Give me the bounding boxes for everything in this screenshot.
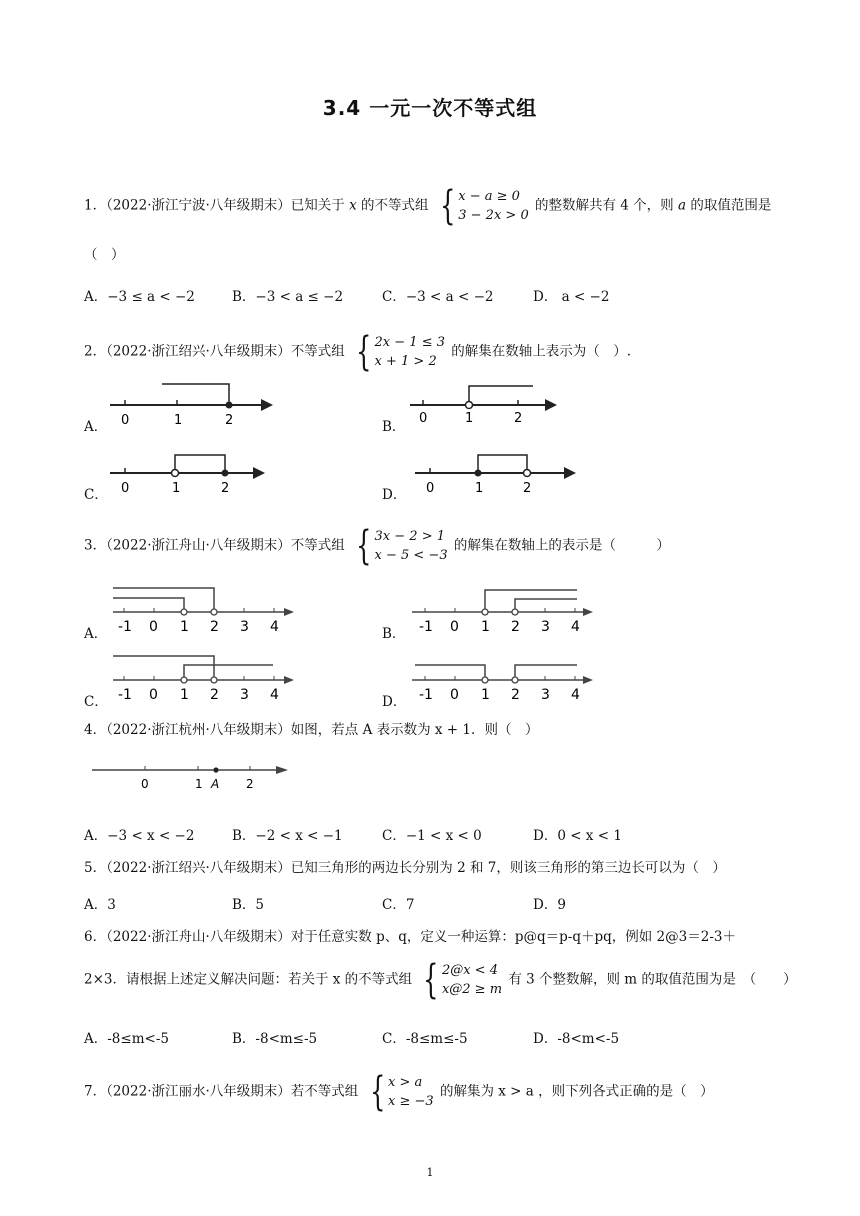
tick-label: 0 [149, 619, 158, 635]
question-5: 5．（2022·浙江绍兴·八年级期末）已知三角形的两边长分别为 2 和 7，则该三角形的第三边长可以为（ ） [84, 860, 726, 876]
q7-prefix: 7．（2022·浙江丽水·八年级期末）若不等式组 [84, 1083, 359, 1100]
tick-label: 4 [270, 619, 279, 635]
q2-numberline-d [410, 450, 580, 500]
page-number: 1 [426, 1166, 434, 1179]
q3-numberline-d [407, 650, 597, 705]
point-label-a: A [211, 777, 220, 791]
tick-label: 2 [210, 687, 219, 703]
q5-option-c[interactable]: C．7 [382, 897, 415, 913]
tick-label: 2 [523, 481, 532, 496]
q2-sys-line-2: x + 1 > 2 [374, 354, 437, 369]
q5-option-a[interactable]: A．3 [84, 897, 116, 913]
q2-system [351, 329, 445, 375]
q7-system [365, 1069, 434, 1115]
q1-var: x [349, 197, 357, 214]
q1-option-b[interactable]: B．−3 < a ≤ −2 [232, 289, 344, 305]
tick-label: 4 [571, 687, 580, 703]
q2-option-a[interactable]: A． [84, 419, 108, 435]
tick-label: 2 [210, 619, 219, 635]
tick-label: 1 [465, 411, 474, 426]
tick-label: 2 [511, 687, 520, 703]
q6-line2b: 有 3 个整数解，则 m 的取值范围为是 （ ） [508, 971, 797, 988]
q3-suffix: 的解集在数轴上的表示是（ ） [453, 537, 670, 554]
brace-icon: { [369, 1069, 385, 1115]
q1-suffix2: 的取值范围是 [690, 197, 772, 214]
q3-numberline-b [407, 582, 597, 637]
q6-option-d[interactable]: D．-8<m<-5 [533, 1031, 620, 1047]
q2-sys-line-1: 2x − 1 ≤ 3 [374, 335, 445, 350]
tick-label: 4 [571, 619, 580, 635]
q4-numberline [88, 757, 293, 797]
tick-label: 0 [141, 777, 149, 791]
page-title: 3.4 一元一次不等式组 [322, 96, 538, 120]
q1-mid: 的不等式组 [361, 197, 429, 214]
tick-label: 1 [481, 619, 490, 635]
tick-label: 3 [541, 687, 550, 703]
tick-label: 4 [270, 687, 279, 703]
q2-prefix: 2．（2022·浙江绍兴·八年级期末）不等式组 [84, 343, 345, 360]
brace-icon: { [356, 523, 372, 569]
question-6-line-2 [84, 957, 797, 1003]
tick-label: 1 [475, 481, 484, 496]
q1-option-a[interactable]: A．−3 ≤ a < −2 [84, 289, 195, 305]
q2-numberline-c [105, 450, 270, 500]
q3-option-d[interactable]: D． [382, 694, 407, 710]
q6-option-a[interactable]: A．-8≤m<-5 [84, 1031, 169, 1047]
tick-label: 2 [221, 481, 230, 496]
tick-label: 1 [174, 413, 183, 428]
q3-prefix: 3．（2022·浙江舟山·八年级期末）不等式组 [84, 537, 345, 554]
q1-option-d[interactable]: D． a < −2 [533, 289, 610, 305]
brace-icon: { [356, 329, 372, 375]
q2-option-b[interactable]: B． [382, 419, 406, 435]
q4-option-c[interactable]: C．−1 < x < 0 [382, 828, 482, 844]
tick-label: 3 [240, 687, 249, 703]
q3-numberline-c [108, 650, 298, 705]
tick-label: 0 [450, 619, 459, 635]
tick-label: 1 [180, 619, 189, 635]
q2-option-d[interactable]: D． [382, 487, 407, 503]
tick-label: 1 [195, 777, 203, 791]
question-7 [84, 1069, 714, 1115]
q2-option-c[interactable]: C． [84, 487, 108, 503]
q3-option-b[interactable]: B． [382, 626, 406, 642]
q3-sys-line-2: x − 5 < −3 [374, 548, 448, 563]
q3-sys-line-1: 3x − 2 > 1 [374, 529, 445, 544]
q6-option-b[interactable]: B．-8<m≤-5 [232, 1031, 318, 1047]
q1-var2: a [677, 197, 687, 214]
q3-system [351, 523, 448, 569]
tick-label: 2 [511, 619, 520, 635]
q3-option-a[interactable]: A． [84, 626, 108, 642]
q7-sys-line-1: x > a [388, 1075, 423, 1090]
q6-sys-line-1: 2@x < 4 [441, 963, 498, 978]
q1-prefix: 1．（2022·浙江宁波·八年级期末）已知关于 [84, 197, 345, 214]
tick-label: -1 [118, 687, 132, 703]
q6-line2a: 2×3．请根据上述定义解决问题：若关于 x 的不等式组 [84, 971, 413, 988]
q1-option-c[interactable]: C．−3 < a < −2 [382, 289, 494, 305]
tick-label: 0 [419, 411, 428, 426]
q6-sys-line-2: x@2 ≥ m [441, 982, 503, 997]
q1-suffix: 的整数解共有 4 个，则 [535, 197, 674, 214]
q5-option-b[interactable]: B．5 [232, 897, 265, 913]
q5-option-d[interactable]: D．9 [533, 897, 566, 913]
q4-option-b[interactable]: B．−2 < x < −1 [232, 828, 343, 844]
q1-sys-line-2: 3 − 2x > 0 [458, 208, 529, 223]
brace-icon: { [423, 957, 439, 1003]
tick-label: -1 [419, 687, 433, 703]
question-2 [84, 329, 632, 375]
tick-label: 2 [246, 777, 254, 791]
q7-sys-line-2: x ≥ −3 [388, 1094, 434, 1109]
tick-label: 0 [450, 687, 459, 703]
tick-label: 0 [121, 413, 130, 428]
tick-label: 2 [514, 411, 523, 426]
tick-label: -1 [118, 619, 132, 635]
q4-option-d[interactable]: D．0 < x < 1 [533, 828, 622, 844]
q4-option-a[interactable]: A．−3 < x < −2 [84, 828, 195, 844]
tick-label: 0 [426, 481, 435, 496]
q6-option-c[interactable]: C．-8≤m≤-5 [382, 1031, 468, 1047]
tick-label: 0 [121, 481, 130, 496]
tick-label: -1 [419, 619, 433, 635]
q2-numberline-b [405, 380, 560, 430]
q3-option-c[interactable]: C． [84, 694, 108, 710]
tick-label: 3 [240, 619, 249, 635]
question-4: 4．（2022·浙江杭州·八年级期末）如图，若点 A 表示数为 x + 1．则（ ） [84, 722, 539, 738]
tick-label: 1 [172, 481, 181, 496]
tick-label: 3 [541, 619, 550, 635]
tick-label: 1 [481, 687, 490, 703]
question-3 [84, 523, 670, 569]
q1-sys-line-1: x − a ≥ 0 [458, 189, 520, 204]
question-1 [84, 183, 772, 229]
question-6-line-1: 6．（2022·浙江舟山·八年级期末）对于任意实数 p、q，定义一种运算：p@q＝p-q＋pq，例如 2@3＝2-3＋ [84, 929, 736, 945]
brace-icon: { [439, 183, 456, 229]
q1-paren: （ ） [84, 247, 125, 263]
tick-label: 2 [225, 413, 234, 428]
q2-suffix: 的解集在数轴上表示为（ ）. [451, 343, 632, 360]
q7-suffix: 的解集为 x > a ，则下列各式正确的是（ ） [439, 1083, 714, 1100]
tick-label: 1 [180, 687, 189, 703]
q6-system [418, 957, 503, 1003]
q2-numberline-a [105, 380, 275, 430]
q3-numberline-a [108, 582, 298, 637]
tick-label: 0 [149, 687, 158, 703]
q1-system [435, 183, 529, 229]
